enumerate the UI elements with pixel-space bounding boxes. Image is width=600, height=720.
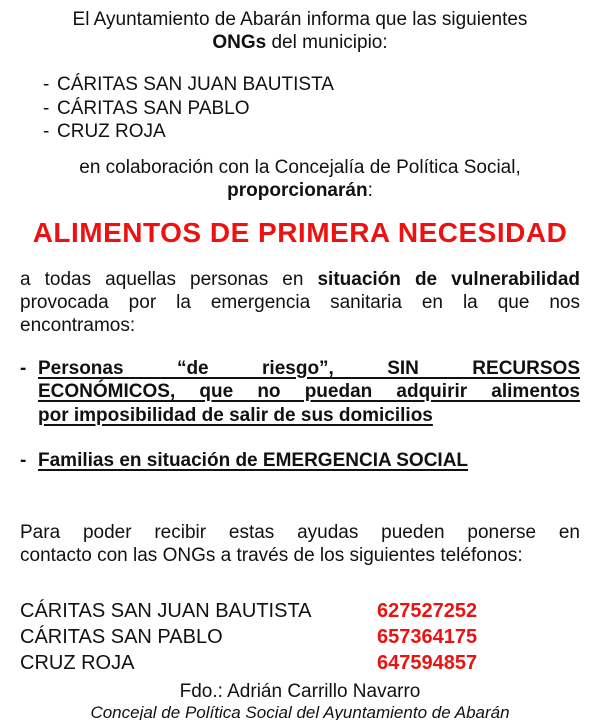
bullet-line: por imposibilidad de salir de sus domicilios bbox=[38, 404, 433, 426]
table-row bbox=[20, 624, 580, 650]
table-row bbox=[20, 650, 580, 676]
paragraph-line: provocada por la emergencia sanitaria en la que nos bbox=[20, 291, 580, 313]
bullet-text bbox=[38, 449, 580, 473]
list-item bbox=[20, 120, 580, 144]
ngo-list bbox=[20, 73, 580, 144]
collab-bold: proporcionarán bbox=[227, 179, 368, 201]
ngo-name: CRUZ ROJA bbox=[57, 121, 166, 142]
paragraph-line: Para poder recibir estas ayudas pueden ponerse en bbox=[20, 521, 580, 543]
page-title: ALIMENTOS DE PRIMERA NECESIDAD bbox=[32, 216, 568, 248]
table-row bbox=[20, 598, 580, 624]
bullet-line: ECONÓMICOS, que no puedan adquirir alimentos bbox=[38, 381, 580, 402]
contact-name: CRUZ ROJA bbox=[20, 651, 135, 674]
ngo-name: CÁRITAS SAN JUAN BAUTISTA bbox=[57, 74, 334, 95]
dash-marker: - bbox=[20, 450, 27, 471]
dash-marker: - bbox=[43, 97, 50, 119]
dash-marker: - bbox=[43, 121, 50, 142]
bullet-risk-persons bbox=[20, 357, 580, 428]
contact-phone: 647594857 bbox=[377, 651, 478, 674]
bullet-text bbox=[38, 357, 580, 428]
paragraph-line bbox=[20, 268, 580, 291]
collab-colon: : bbox=[367, 179, 373, 201]
contact-phone: 627527252 bbox=[377, 599, 478, 622]
paragraph-line: contacto con las ONGs a través de los siguientes teléfonos: bbox=[20, 544, 523, 566]
bullet-line: Familias en situación de EMERGENCIA SOCIAL bbox=[38, 450, 469, 471]
vulnerability-paragraph bbox=[20, 268, 580, 337]
contacts-table bbox=[20, 598, 580, 676]
ngo-name: CÁRITAS SAN PABLO bbox=[57, 97, 250, 119]
contact-intro-paragraph bbox=[20, 521, 580, 567]
intro-paragraph bbox=[20, 0, 580, 54]
contact-name: CÁRITAS SAN PABLO bbox=[20, 625, 223, 648]
intro-line2-rest: del municipio: bbox=[266, 32, 388, 53]
vuln-line1-regular: a todas aquellas personas en bbox=[20, 268, 318, 290]
contact-name: CÁRITAS SAN JUAN BAUTISTA bbox=[20, 599, 312, 622]
dash-marker: - bbox=[43, 74, 50, 95]
intro-ongs-bold: ONGs bbox=[212, 32, 267, 53]
intro-line1: El Ayuntamiento de Abarán informa que las siguientes bbox=[72, 9, 528, 30]
signature-role: Concejal de Política Social del Ayuntamiento de Abarán bbox=[90, 702, 510, 720]
vuln-line1-bold: situación de vulnerabilidad bbox=[317, 268, 580, 290]
list-item bbox=[20, 97, 580, 121]
bullet-line: Personas “de riesgo”, SIN RECURSOS bbox=[38, 357, 580, 379]
paragraph-line: encontramos: bbox=[20, 314, 136, 336]
bullet-social-emergency bbox=[20, 449, 580, 473]
contact-phone: 657364175 bbox=[377, 625, 478, 648]
collaboration-paragraph bbox=[20, 156, 580, 202]
list-item bbox=[20, 73, 580, 97]
signature-line: Fdo.: Adrián Carrillo Navarro bbox=[179, 680, 421, 702]
dash-marker: - bbox=[20, 357, 27, 379]
collab-line1: en colaboración con la Concejalía de Política Social, bbox=[79, 156, 521, 178]
